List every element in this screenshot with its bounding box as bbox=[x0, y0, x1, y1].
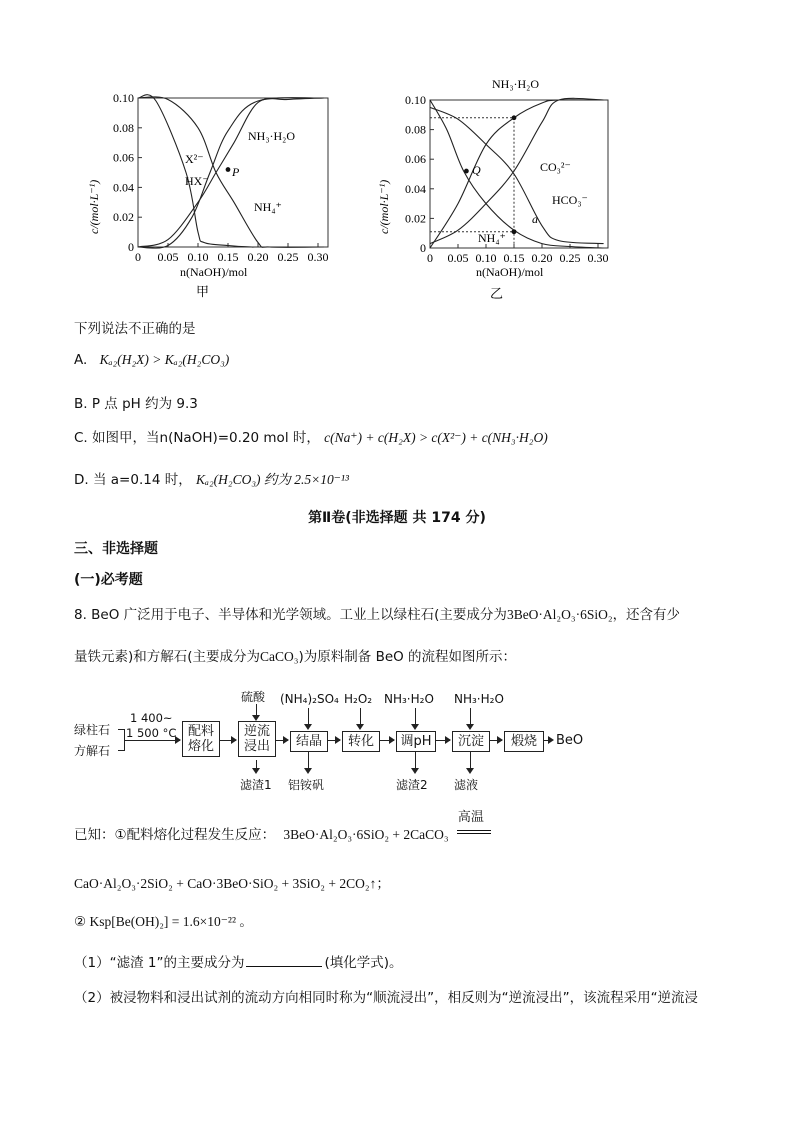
graph-yi-xtick-label: 0.15 bbox=[503, 251, 525, 265]
flow-reagent-sulfuric-acid: 硫酸 bbox=[241, 690, 266, 704]
graph-yi-ytick-label: 0.06 bbox=[405, 152, 426, 167]
q8-line1 bbox=[74, 603, 680, 623]
section-title: 第Ⅱ卷(非选择题 共 174 分) bbox=[308, 510, 486, 526]
graph-jia-ytick-label: 0.04 bbox=[113, 180, 134, 195]
flow-output-residue-2: 滤渣2 bbox=[396, 778, 428, 792]
flow-condition-2: 1 500 °C bbox=[126, 726, 177, 740]
graph-jia-xtick-label: 0.10 bbox=[187, 250, 209, 264]
graph-yi-xtick-label: 0 bbox=[427, 251, 433, 265]
flow-reagent-ammonia-1: NH₃·H₂O bbox=[384, 692, 434, 706]
graph-yi-series-line bbox=[430, 107, 604, 243]
option-d-formula: Kₐ₂(H₂CO₃) 约为 2.5×10⁻¹³ bbox=[196, 472, 349, 487]
q8-line2 bbox=[74, 645, 516, 665]
q8-line1-text-b: ，还含有少 bbox=[612, 607, 681, 623]
graph-yi-ytick-label: 0.08 bbox=[405, 122, 426, 137]
q8-sub1 bbox=[74, 951, 403, 971]
graph-jia-xtick-label: 0.20 bbox=[247, 250, 269, 264]
q8-sub1-answer-blank[interactable] bbox=[246, 954, 322, 967]
graph-jia-xtick-label: 0.05 bbox=[157, 250, 179, 264]
q8-line1-formula: 3BeO·Al₂O₃·6SiO₂ bbox=[506, 607, 613, 622]
graph-jia-xtick-label: 0.25 bbox=[277, 250, 299, 264]
graph-jia-xtick-label: 0.30 bbox=[307, 250, 329, 264]
graph-yi-ytick-label: 0.10 bbox=[405, 93, 426, 107]
flow-box-crystallize: 结晶 bbox=[290, 731, 328, 752]
graph-jia-title: 甲 bbox=[196, 284, 210, 299]
flow-output-filtrate: 滤液 bbox=[454, 778, 479, 792]
flow-box-mixing-melting: 配料熔化 bbox=[182, 721, 220, 757]
graph-jia-xtick-label: 0 bbox=[135, 250, 141, 264]
graph-yi-label-hco3: HCO₃⁻ bbox=[552, 193, 588, 207]
graph-yi-ylabel: c/(mol·L⁻¹) bbox=[377, 179, 391, 234]
q8-sub2: （2）被浸物料和浸出试剂的流动方向相同时称为“顺流浸出”，相反则为“逆流浸出”，该流程采用“逆流浸 bbox=[74, 990, 699, 1006]
flow-box-countercurrent-leach: 逆流浸出 bbox=[238, 721, 276, 757]
graph-jia-label-nh4: NH₄⁺ bbox=[254, 200, 282, 214]
graph-jia-ytick-label: 0.06 bbox=[113, 150, 134, 165]
graph-yi-label-co3: CO₃²⁻ bbox=[540, 160, 571, 174]
graph-yi-label-a: a bbox=[532, 212, 538, 226]
graph-yi-plot bbox=[405, 93, 609, 265]
flow-input-beryl: 绿柱石 bbox=[74, 723, 111, 737]
graph-jia-label-p: P bbox=[232, 165, 240, 179]
q8-reaction-condition: 高温 bbox=[457, 810, 484, 825]
graph-jia-ytick-label: 0.02 bbox=[113, 210, 134, 225]
graph-jia-point-p bbox=[226, 167, 231, 172]
flow-diagram bbox=[74, 688, 594, 796]
option-c-label: C. 如图甲，当n(NaOH)=0.20 mol 时， bbox=[74, 430, 320, 446]
graph-yi-ytick-label: 0 bbox=[420, 241, 426, 255]
graph-jia-ytick-label: 0 bbox=[128, 240, 134, 254]
graph-jia-xtick-label: 0.15 bbox=[217, 250, 239, 264]
option-c-formula: c(Na⁺) + c(H₂X) > c(X²⁻) + c(NH₃·H₂O) bbox=[324, 430, 548, 445]
flow-box-precipitate: 沉淀 bbox=[452, 731, 490, 752]
option-c bbox=[74, 426, 548, 446]
graph-yi-xtick-label: 0.25 bbox=[559, 251, 581, 265]
flow-box-calcine: 煅烧 bbox=[504, 731, 544, 752]
graph-yi-title: 乙 bbox=[490, 286, 504, 301]
flow-output-residue-1: 滤渣1 bbox=[240, 778, 272, 792]
flow-reagent-ammonia-2: NH₃·H₂O bbox=[454, 692, 504, 706]
graph-yi-xtick-label: 0.30 bbox=[587, 251, 609, 265]
part-heading: 三、非选择题 bbox=[74, 541, 158, 557]
option-d bbox=[74, 468, 349, 488]
graph-yi-series-line bbox=[430, 98, 604, 243]
q8-line2-text-b: )为原料制备 BeO 的流程如图所示： bbox=[298, 649, 517, 665]
option-a-formula: Kₐ₂(H₂X) > Kₐ₂(H₂CO₃) bbox=[99, 352, 230, 367]
q8-known-label: 已知：①配料熔化过程发生反应： bbox=[74, 827, 276, 843]
q8-known-1 bbox=[74, 810, 493, 843]
flow-reagent-h2o2: H₂O₂ bbox=[344, 692, 373, 706]
q8-known-2: ② Ksp[Be(OH)₂] = 1.6×10⁻²² 。 bbox=[74, 914, 253, 929]
graph-yi-point-q bbox=[464, 169, 469, 174]
flow-output-alum: 铝铵矾 bbox=[288, 778, 325, 792]
graph-jia-xlabel: n(NaOH)/mol bbox=[180, 265, 248, 279]
graph-yi-xtick-label: 0.20 bbox=[531, 251, 553, 265]
graph-yi-series-line bbox=[430, 100, 604, 248]
graph-jia-label-hx: HX⁻ bbox=[185, 174, 209, 188]
question-prompt: 下列说法不正确的是 bbox=[74, 321, 196, 337]
graph-jia-ytick-label: 0.10 bbox=[113, 91, 134, 105]
graph-yi-label-nh4: NH₄⁺ bbox=[478, 231, 506, 245]
graph-yi-xlabel: n(NaOH)/mol bbox=[476, 265, 544, 279]
graph-yi-xtick-label: 0.05 bbox=[447, 251, 469, 265]
graph-yi bbox=[368, 70, 628, 306]
graph-yi-ytick-label: 0.04 bbox=[405, 181, 426, 196]
q8-sub1-text-b: (填化学式)。 bbox=[324, 955, 403, 971]
option-d-label: D. 当 a=0.14 时， bbox=[74, 472, 192, 488]
graph-jia-ylabel: c/(mol·L⁻¹) bbox=[87, 179, 101, 234]
graph-jia-plot bbox=[113, 91, 329, 264]
q8-reaction-rhs: CaO·Al₂O₃·2SiO₂ + CaO·3BeO·SiO₂ + 3SiO₂ + 2CO₂↑； bbox=[74, 876, 390, 891]
graph-yi-ytick-label: 0.02 bbox=[405, 211, 426, 226]
graph-yi-label-nh3: NH₃·H₂O bbox=[492, 77, 540, 91]
graph-jia-series-line bbox=[138, 95, 324, 247]
flow-box-conversion: 转化 bbox=[342, 731, 380, 752]
graph-yi-label-q: Q bbox=[472, 163, 481, 177]
graph-jia-label-x2: X²⁻ bbox=[185, 152, 204, 166]
sub-heading: (一)必考题 bbox=[74, 572, 143, 588]
graph-yi-frame bbox=[430, 100, 608, 248]
flow-input-calcite: 方解石 bbox=[74, 744, 111, 758]
graph-yi-ref-point bbox=[512, 115, 517, 120]
q8-reaction-arrow bbox=[457, 810, 493, 839]
q8-line2-text-a: 量铁元素)和方解石(主要成分为 bbox=[74, 649, 261, 665]
q8-line1-text-a: 8. BeO 广泛用于电子、半导体和光学领域。工业上以绿柱石(主要成分为 bbox=[74, 607, 507, 623]
q8-reaction-lhs: 3BeO·Al₂O₃·6SiO₂ + 2CaCO₃ bbox=[283, 827, 449, 842]
q8-line2-formula: CaCO₃ bbox=[260, 649, 299, 664]
flow-reagent-ammonium-sulfate: (NH₄)₂SO₄ bbox=[280, 692, 339, 706]
graph-jia-ytick-label: 0.08 bbox=[113, 120, 134, 135]
flow-condition-1: 1 400~ bbox=[130, 711, 173, 725]
graph-yi-series-line bbox=[430, 100, 604, 248]
graph-yi-xtick-label: 0.10 bbox=[475, 251, 497, 265]
option-b: B. P 点 pH 约为 9.3 bbox=[74, 396, 198, 412]
graph-jia bbox=[70, 84, 330, 304]
option-a bbox=[74, 352, 229, 368]
flow-product: BeO bbox=[556, 733, 584, 748]
graph-jia-label-nh3: NH₃·H₂O bbox=[248, 129, 296, 143]
graph-yi-ref-point bbox=[512, 229, 517, 234]
flow-box-adjust-ph: 调pH bbox=[396, 731, 436, 752]
option-a-label: A. bbox=[74, 352, 88, 368]
q8-sub1-text-a: （1）“滤渣 1”的主要成分为 bbox=[74, 955, 245, 971]
